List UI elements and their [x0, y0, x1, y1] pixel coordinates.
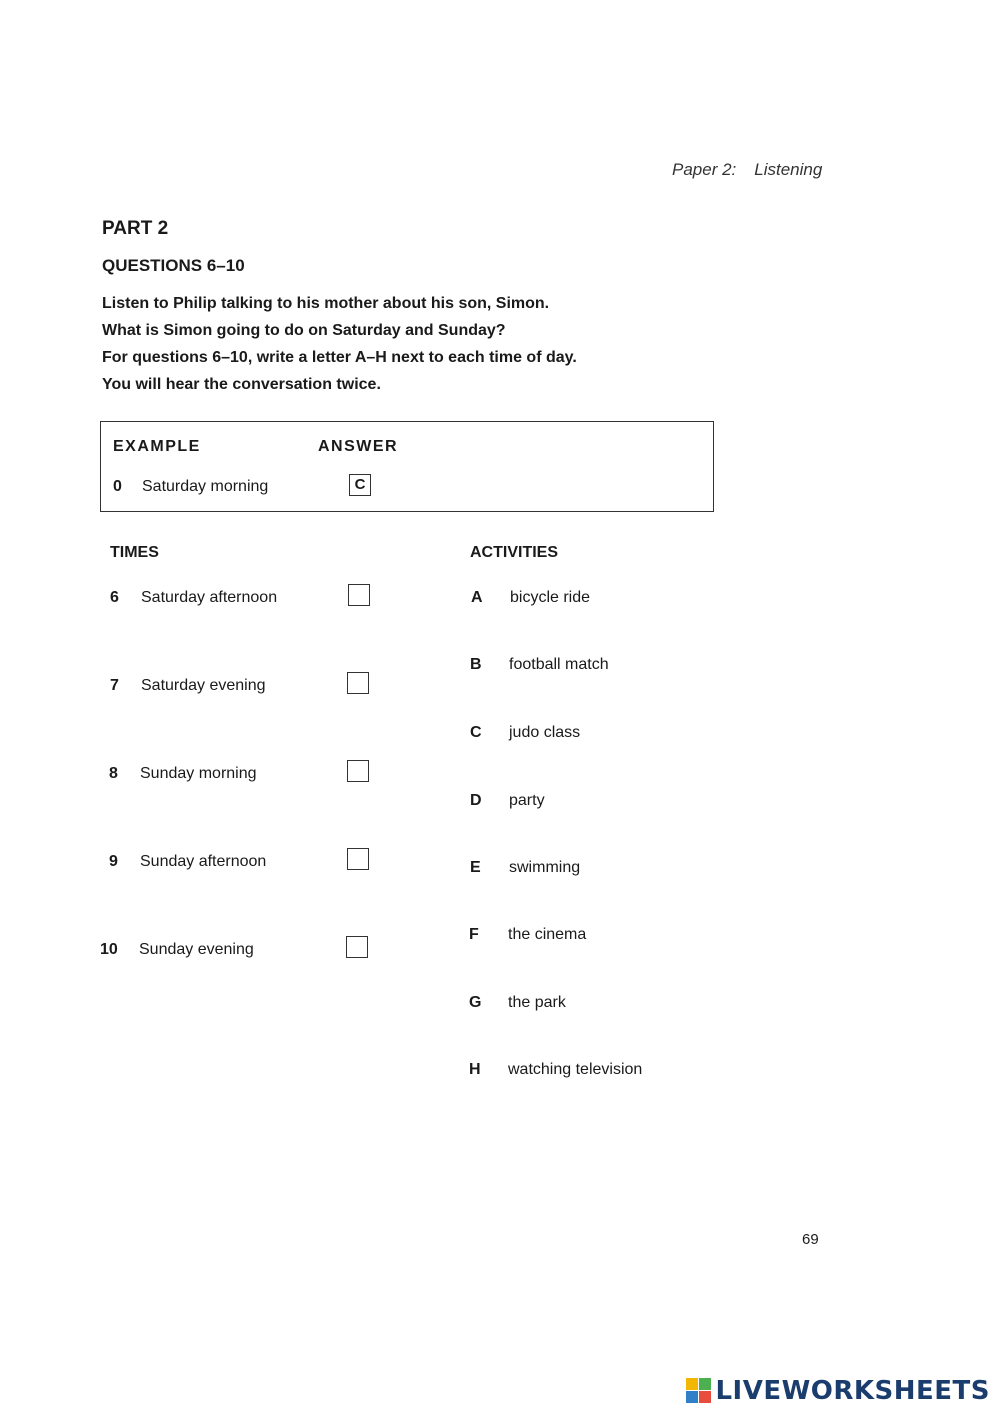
paper-label: Paper 2:: [672, 160, 737, 179]
time-label: Sunday morning: [140, 765, 257, 782]
activity-label: judo class: [509, 724, 581, 741]
answer-input-box[interactable]: [348, 584, 370, 606]
page-number: 69: [802, 1231, 819, 1248]
question-number: 8: [109, 765, 118, 782]
liveworksheets-logo-icon: [686, 1378, 712, 1404]
activity-letter: H: [469, 1061, 481, 1078]
answer-input-box[interactable]: [346, 936, 368, 958]
activity-letter: C: [470, 724, 482, 741]
part-title: PART 2: [102, 218, 169, 239]
time-label: Saturday evening: [141, 677, 266, 694]
example-box: [100, 421, 714, 512]
time-label: Sunday evening: [139, 941, 254, 958]
activity-letter: E: [470, 859, 481, 876]
activity-label: the park: [508, 994, 566, 1011]
instruction-line: What is Simon going to do on Saturday and Sunday?: [102, 322, 506, 339]
time-label: Saturday afternoon: [141, 589, 278, 606]
section-label: Listening: [754, 160, 823, 179]
questions-title: QUESTIONS 6–10: [102, 256, 245, 275]
activity-letter: A: [471, 589, 483, 606]
answer-input-box[interactable]: [347, 848, 369, 870]
activity-label: bicycle ride: [510, 589, 591, 606]
activity-label: swimming: [509, 859, 581, 876]
activity-letter: D: [470, 792, 482, 809]
paper-header: [672, 160, 822, 180]
instruction-line: You will hear the conversation twice.: [102, 376, 381, 393]
example-time: Saturday morning: [142, 478, 269, 495]
question-number: 6: [110, 589, 119, 606]
answer-heading: ANSWER: [318, 438, 399, 455]
activity-letter: G: [469, 994, 482, 1011]
activity-label: watching television: [508, 1061, 643, 1078]
logo-text: LIVEWORKSHEETS: [715, 1376, 990, 1406]
answer-input-box[interactable]: [347, 672, 369, 694]
question-number: 10: [100, 941, 118, 958]
question-number: 9: [109, 853, 118, 870]
activity-label: the cinema: [508, 926, 587, 943]
activities-heading: ACTIVITIES: [470, 544, 559, 561]
activity-label: party: [509, 792, 545, 809]
instruction-line: For questions 6–10, write a letter A–H next to each time of day.: [102, 349, 577, 366]
question-number: 7: [110, 677, 119, 694]
activity-letter: F: [469, 926, 479, 943]
example-number: 0: [113, 478, 122, 495]
times-heading: TIMES: [110, 544, 159, 561]
answer-input-box[interactable]: [347, 760, 369, 782]
example-heading: EXAMPLE: [113, 438, 201, 455]
activity-letter: B: [470, 656, 482, 673]
time-label: Sunday afternoon: [140, 853, 267, 870]
liveworksheets-logo[interactable]: [686, 1376, 990, 1406]
example-answer-box: C: [349, 474, 371, 496]
activity-label: football match: [509, 656, 609, 673]
instruction-line: Listen to Philip talking to his mother about his son, Simon.: [102, 295, 550, 312]
